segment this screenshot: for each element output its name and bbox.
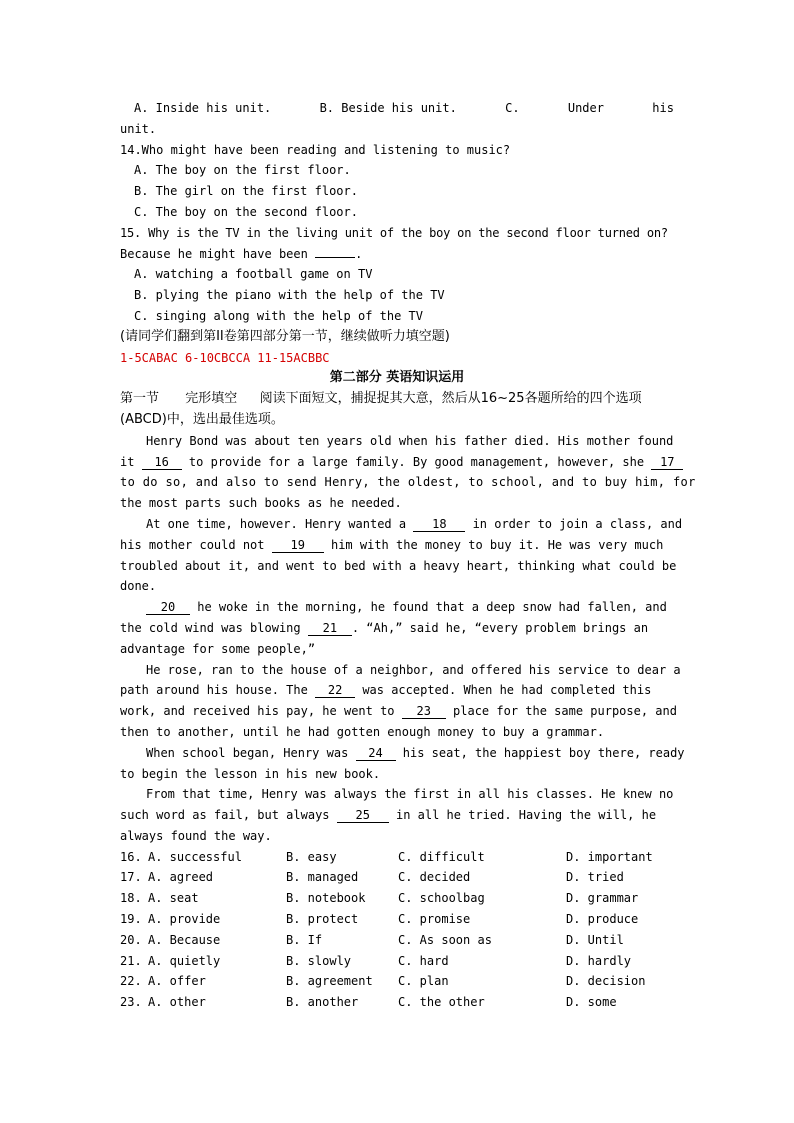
blank-20: 20 xyxy=(146,600,190,615)
blank-24: 24 xyxy=(356,746,396,761)
passage-text: Henry Bond was about ten years old when his father died. His mother found xyxy=(146,433,674,448)
blank-21: 21 xyxy=(308,621,352,636)
choice-option-c: C. plan xyxy=(398,974,449,989)
choice-option-a: A. agreed xyxy=(148,870,214,885)
passage-line xyxy=(120,431,674,452)
choice-number: 17. xyxy=(120,870,142,885)
choice-number: 21. xyxy=(120,953,142,968)
choice-option-a: A. provide xyxy=(148,912,221,927)
q15-option-c: C. singing along with the help of the TV xyxy=(134,308,423,323)
q13-option-c-word1: Under xyxy=(567,101,604,115)
passage-line: At one time, however. Henry wanted a 18 in order to join a class, and xyxy=(146,516,683,531)
choice-option-a: A. other xyxy=(148,995,206,1010)
choice-option-c: C. decided xyxy=(398,870,471,885)
passage-line: From that time, Henry was always the first in all his classes. He knew no xyxy=(146,787,674,802)
passage-line: the most parts such books as he needed. xyxy=(120,496,402,511)
choice-option-c: C. the other xyxy=(398,995,485,1010)
q14-option-c: C. The boy on the second floor. xyxy=(134,204,358,219)
choice-row xyxy=(120,867,674,888)
choice-row xyxy=(120,909,674,930)
blank-17: 17 xyxy=(651,455,683,470)
passage-line: path around his house. The 22 was accepted. When he had completed this xyxy=(120,683,652,698)
choice-option-b: B. another xyxy=(286,995,359,1010)
passage-line: 20 he woke in the morning, he found that a deep snow had fallen, and xyxy=(120,597,674,618)
choice-option-d: D. Until xyxy=(566,932,624,947)
choice-option-c: C. difficult xyxy=(398,849,485,864)
choice-row xyxy=(120,847,674,868)
blank-18: 18 xyxy=(413,517,465,532)
choice-option-d: D. produce xyxy=(566,912,639,927)
choice-row xyxy=(120,951,674,972)
passage-line: to begin the lesson in his new book. xyxy=(120,766,381,781)
choice-option-d: D. hardly xyxy=(566,953,632,968)
section-instruction: 阅读下面短文，捕捉捉其大意，然后从16~25各题所给的四个选项 xyxy=(259,391,642,407)
q13-options-line xyxy=(120,98,674,119)
choice-option-d: D. grammar xyxy=(566,891,639,906)
choice-option-a: A. quietly xyxy=(148,953,221,968)
q15-stem: 15. Why is the TV in the living unit of the boy on the second floor turned on? xyxy=(120,225,668,240)
passage-line: then to another, until he had gotten enough money to buy a grammar. xyxy=(120,724,605,739)
choice-option-b: B. slowly xyxy=(286,953,352,968)
choice-option-a: A. Because xyxy=(148,932,221,947)
passage-line: work, and received his pay, he went to 23 place for the same purpose, and xyxy=(120,704,677,719)
exam-page xyxy=(120,98,696,1013)
choice-option-b: B. easy xyxy=(286,849,337,864)
choice-row xyxy=(120,888,674,909)
choice-option-c: C. schoolbag xyxy=(398,891,485,906)
passage-line: advantage for some people,” xyxy=(120,641,316,656)
choice-number: 20. xyxy=(120,932,142,947)
choice-option-a: A. successful xyxy=(148,849,242,864)
q13-option-a: A. Inside his unit. xyxy=(134,101,272,115)
choice-number: 16. xyxy=(120,849,142,864)
q15-stem-text: Because he might have been xyxy=(120,246,308,261)
choice-number: 19. xyxy=(120,912,142,927)
q13-option-c-label: C. xyxy=(505,101,520,115)
blank-19: 19 xyxy=(272,538,324,553)
choice-row xyxy=(120,971,674,992)
choice-row xyxy=(120,930,674,951)
q13-option-b: B. Beside his unit. xyxy=(319,101,457,115)
choice-option-b: B. protect xyxy=(286,912,359,927)
choice-option-a: A. offer xyxy=(148,974,206,989)
passage-line: such word as fail, but always 25 in all he tried. Having the will, he xyxy=(120,808,657,823)
blank-25: 25 xyxy=(337,808,389,823)
q14-option-a: A. The boy on the first floor. xyxy=(134,163,351,178)
part-title: 第二部分 英语知识运用 xyxy=(329,370,465,386)
passage-text: it 16 to provide for a large family. By good management, however, she 17 xyxy=(120,452,683,473)
q15-option-b: B. plying the piano with the help of the TV xyxy=(134,288,445,303)
choice-number: 18. xyxy=(120,891,142,906)
section-name: 完形填空 xyxy=(185,391,238,407)
q15-stem-period: . xyxy=(355,246,363,261)
section-label: 第一节 xyxy=(120,391,160,407)
section-heading xyxy=(120,389,674,410)
q13-option-c-word2: his xyxy=(652,101,674,115)
choice-option-d: D. decision xyxy=(566,974,646,989)
instruction-note: (请同学们翻到第II卷第四部分第一节，继续做听力填空题) xyxy=(120,328,450,344)
passage-line: always found the way. xyxy=(120,828,272,843)
choice-option-d: D. tried xyxy=(566,870,624,885)
passage-line xyxy=(120,452,674,473)
answer-key: 1-5CABAC 6-10CBCCA 11-15ACBBC xyxy=(120,350,330,365)
q15-option-a: A. watching a football game on TV xyxy=(134,267,373,282)
choice-option-b: B. managed xyxy=(286,870,359,885)
passage-line: his mother could not 19 him with the money to buy it. He was very much xyxy=(120,537,664,552)
choice-option-b: B. notebook xyxy=(286,891,366,906)
blank-16: 16 xyxy=(142,455,182,470)
passage-line: He rose, ran to the house of a neighbor, and offered his service to dear a xyxy=(146,662,681,677)
q14-option-b: B. The girl on the first floor. xyxy=(134,184,358,199)
choice-option-d: D. important xyxy=(566,849,653,864)
choice-option-a: A. seat xyxy=(148,891,199,906)
choice-option-c: C. As soon as xyxy=(398,932,492,947)
choice-option-c: C. promise xyxy=(398,912,471,927)
choices-list xyxy=(120,847,674,1013)
passage-line: troubled about it, and went to bed with a heavy heart, thinking what could be xyxy=(120,558,677,573)
choice-number: 23. xyxy=(120,995,142,1010)
q15-blank xyxy=(315,257,355,258)
choice-row xyxy=(120,992,674,1013)
section-instruction-cont: (ABCD)中，选出最佳选项。 xyxy=(120,411,284,427)
q13-option-c-cont: unit. xyxy=(120,121,157,136)
choice-option-b: B. If xyxy=(286,932,323,947)
blank-22: 22 xyxy=(315,683,355,698)
passage-line: to do so, and also to send Henry, the oldest, to school, and to buy him, for xyxy=(120,475,696,490)
q15-stem-cont xyxy=(120,244,674,265)
passage-line: the cold wind was blowing 21 . “Ah,” said he, “every problem brings an xyxy=(120,620,649,635)
choice-option-c: C. hard xyxy=(398,953,449,968)
passage-line: done. xyxy=(120,579,157,594)
passage-line: When school began, Henry was 24 his seat, the happiest boy there, ready xyxy=(146,745,685,760)
blank-23: 23 xyxy=(402,704,446,719)
choice-option-b: B. agreement xyxy=(286,974,373,989)
choice-number: 22. xyxy=(120,974,142,989)
choice-option-d: D. some xyxy=(566,995,617,1010)
q14-stem: 14.Who might have been reading and listening to music? xyxy=(120,142,511,157)
